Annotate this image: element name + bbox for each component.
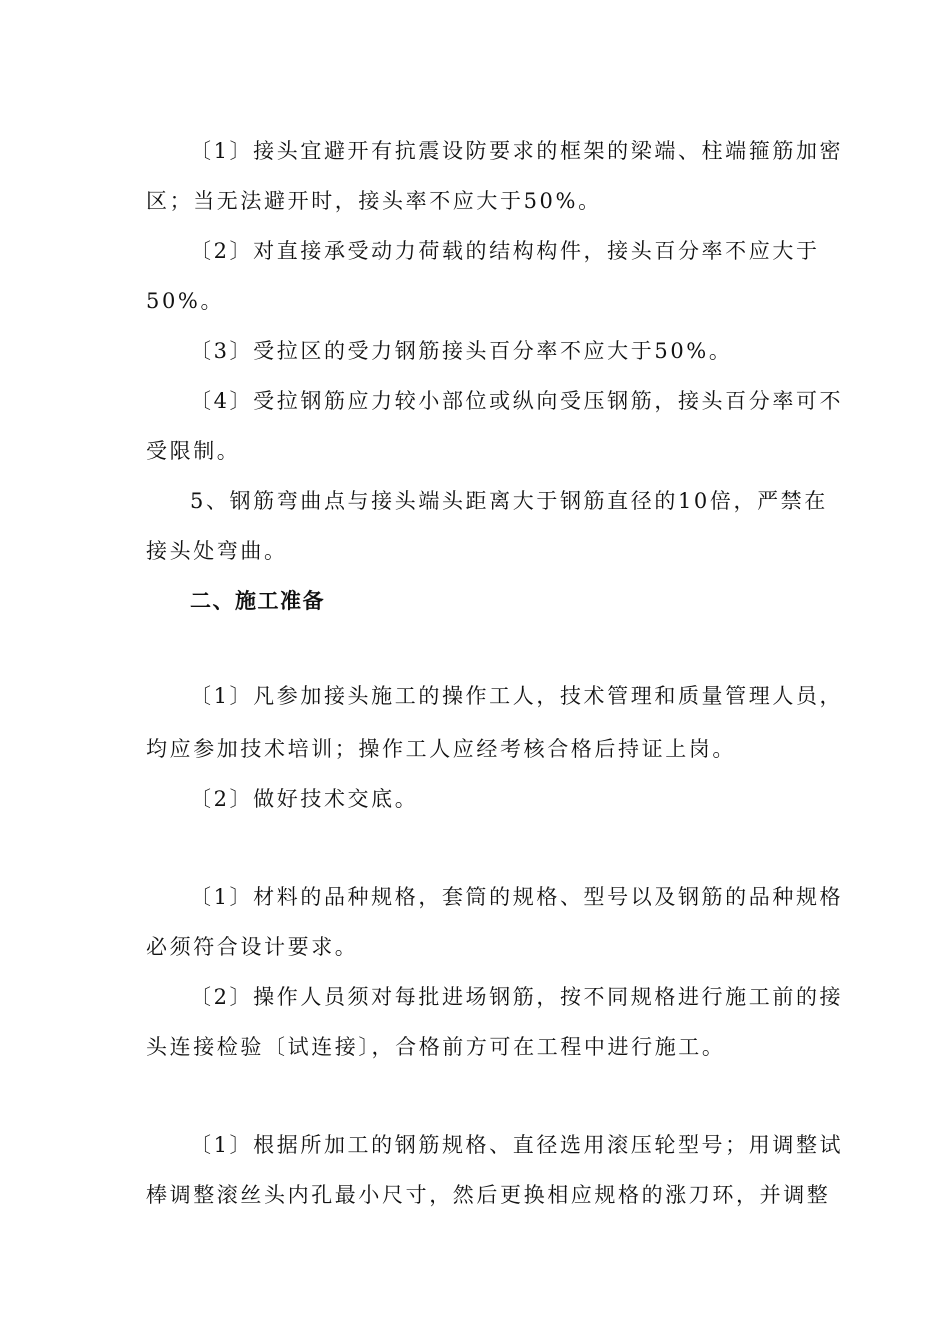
- paragraph-line: 棒调整滚丝头内孔最小尺寸，然后更换相应规格的涨刀环，并调整: [146, 1183, 831, 1207]
- paragraph-line: 〔1〕凡参加接头施工的操作工人，技术管理和质量管理人员，: [190, 684, 844, 708]
- section-heading: 二、施工准备: [190, 589, 325, 613]
- paragraph-line: 头连接检验〔试连接〕，合格前方可在工程中进行施工。: [146, 1035, 726, 1059]
- paragraph-line: 均应参加技术培训；操作工人应经考核合格后持证上岗。: [146, 737, 736, 761]
- paragraph-line: 〔2〕做好技术交底。: [190, 787, 419, 811]
- paragraph-line: 区；当无法避开时，接头率不应大于50%。: [146, 189, 602, 213]
- paragraph-line: 〔1〕材料的品种规格，套筒的规格、型号以及钢筋的品种规格: [190, 885, 844, 909]
- paragraph-line: 〔3〕受拉区的受力钢筋接头百分率不应大于50%。: [190, 339, 733, 363]
- paragraph-line: 5、钢筋弯曲点与接头端头距离大于钢筋直径的10倍，严禁在: [190, 489, 828, 513]
- paragraph-line: 接头处弯曲。: [146, 539, 288, 563]
- paragraph-line: 受限制。: [146, 439, 241, 463]
- paragraph-line: 〔2〕对直接承受动力荷载的结构构件，接头百分率不应大于: [190, 239, 820, 263]
- paragraph-line: 〔1〕根据所加工的钢筋规格、直径选用滚压轮型号；用调整试: [190, 1133, 844, 1157]
- paragraph-line: 50%。: [146, 289, 225, 313]
- paragraph-line: 〔4〕受拉钢筋应力较小部位或纵向受压钢筋，接头百分率可不: [190, 389, 844, 413]
- paragraph-line: 〔1〕接头宜避开有抗震设防要求的框架的梁端、柱端箍筋加密: [190, 139, 844, 163]
- paragraph-line: 〔2〕操作人员须对每批进场钢筋，按不同规格进行施工前的接: [190, 985, 844, 1009]
- paragraph-line: 必须符合设计要求。: [146, 935, 359, 959]
